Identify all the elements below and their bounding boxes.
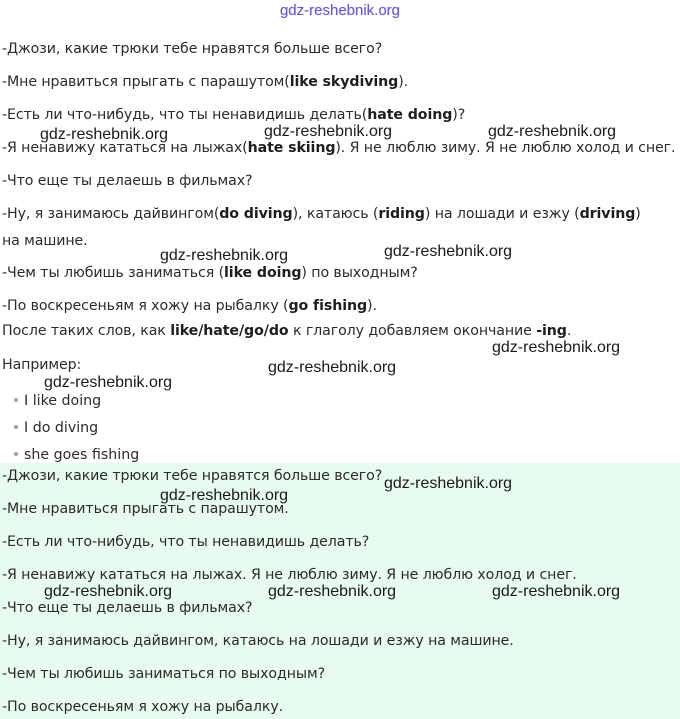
watermark: gdz-reshebnik.org (492, 339, 621, 356)
line-text: ) на лошади и езжу ( (424, 206, 580, 222)
line-text: -Что еще ты делаешь в фильмах? (2, 173, 253, 189)
watermark: gdz-reshebnik.org (384, 243, 513, 260)
example-text: she goes fishing (24, 447, 140, 463)
watermark: gdz-reshebnik.org (268, 583, 397, 600)
bullet-icon (14, 398, 18, 402)
watermark: gdz-reshebnik.org (160, 247, 289, 264)
list-item (14, 418, 98, 438)
dialogue-line-7 (2, 263, 418, 283)
phrase-highlight: -ing (536, 323, 567, 339)
line-text: к глаголу добавляем окончание (288, 323, 537, 339)
line-text: ). (367, 298, 377, 314)
line-text: -Ну, я занимаюсь дайвингом( (2, 206, 220, 222)
translation-line-8: -По воскресеньям я хожу на рыбалку. (2, 699, 284, 715)
line-text: -Мне нравиться прыгать с парашутом( (2, 74, 290, 90)
line-text: ). Я не люблю зиму. Я не люблю холод и снег. (335, 140, 676, 156)
list-item (14, 445, 139, 465)
phrase-highlight: driving (579, 206, 636, 222)
bullet-icon (14, 452, 18, 456)
watermark: gdz-reshebnik.org (264, 123, 393, 140)
dialogue-line-2 (2, 72, 408, 92)
list-item (14, 391, 101, 411)
watermark: gdz-reshebnik.org (160, 487, 289, 504)
line-text: ), катаюсь ( (292, 206, 379, 222)
line-text: -Чем ты любишь заниматься ( (2, 265, 225, 281)
watermark: gdz-reshebnik.org (44, 374, 173, 391)
example-text: I like doing (24, 393, 102, 409)
phrase-highlight: like/hate/go/do (170, 323, 289, 339)
phrase-highlight: do diving (219, 206, 293, 222)
watermark: gdz-reshebnik.org (40, 126, 169, 143)
line-text: -Есть ли что-нибудь, что ты ненавидишь делать( (2, 107, 368, 123)
bullet-icon (14, 425, 18, 429)
example-text: I do diving (24, 420, 99, 436)
watermark: gdz-reshebnik.org (488, 123, 617, 140)
line-text: )? (452, 107, 466, 123)
phrase-highlight: riding (378, 206, 425, 222)
line-text: ) на машине. (2, 206, 641, 249)
translation-line-6: -Ну, я занимаюсь дайвингом, катаюсь на лошади и езжу на машине. (2, 633, 514, 649)
translation-line-7: -Чем ты любишь заниматься по выходным? (2, 666, 326, 682)
translation-line-4: -Я ненавижу кататься на лыжах. Я не люблю зиму. Я не люблю холод и снег. (2, 567, 577, 583)
translation-line-3: -Есть ли что-нибудь, что ты ненавидишь делать? (2, 534, 370, 550)
phrase-highlight: like skydiving (289, 74, 399, 90)
line-text: -Джози, какие трюки тебе нравятся больше всего? (2, 41, 383, 57)
line-text: -Я ненавижу кататься на лыжах( (2, 140, 248, 156)
dialogue-line-3 (2, 105, 465, 125)
dialogue-line-5 (2, 171, 252, 191)
translation-line-1: -Джози, какие трюки тебе нравятся больше всего? (2, 468, 383, 484)
line-text: ) по выходным? (301, 265, 418, 281)
line-text: ). (398, 74, 409, 90)
watermark: gdz-reshebnik.org (492, 583, 621, 600)
example-label: Например: (2, 357, 82, 373)
translation-line-5: -Что еще ты делаешь в фильмах? (2, 600, 253, 616)
dialogue-line-8 (2, 296, 377, 316)
phrase-highlight: hate skiing (247, 140, 336, 156)
grammar-rule (2, 321, 571, 341)
watermark: gdz-reshebnik.org (384, 475, 513, 492)
line-text: После таких слов, как (2, 323, 171, 339)
phrase-highlight: hate doing (367, 107, 453, 123)
phrase-highlight: like doing (224, 265, 302, 281)
line-text: -По воскресеньям я хожу на рыбалку ( (2, 298, 289, 314)
watermark: gdz-reshebnik.org (268, 359, 397, 376)
phrase-highlight: go fishing (288, 298, 368, 314)
header-watermark: gdz-reshebnik.org (279, 2, 401, 19)
dialogue-line-6 (2, 201, 662, 255)
watermark: gdz-reshebnik.org (44, 583, 173, 600)
line-text: . (566, 323, 572, 339)
dialogue-line-1 (2, 39, 382, 59)
translation-line-2: -Мне нравиться прыгать с парашутом. (2, 501, 289, 517)
